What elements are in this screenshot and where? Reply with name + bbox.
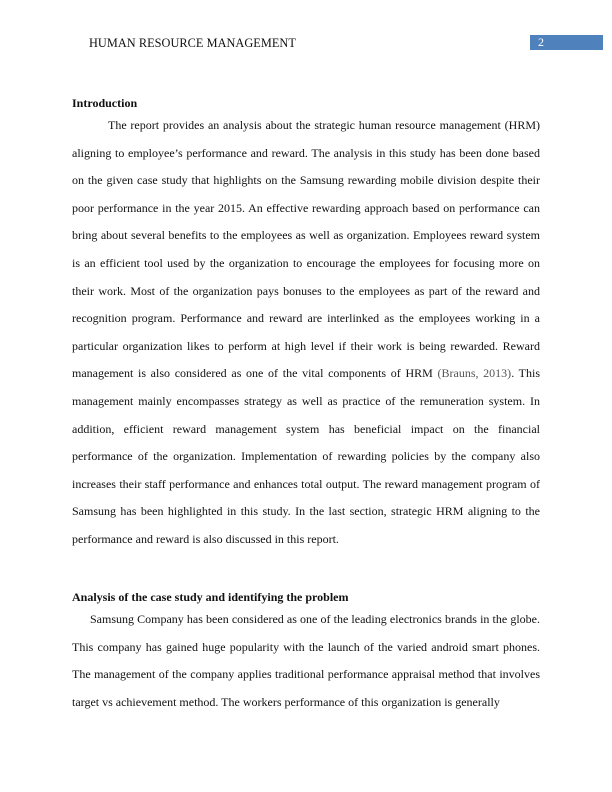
page-number-badge: 2 — [530, 35, 603, 50]
introduction-paragraph — [72, 112, 540, 554]
intro-text-part-2: . This management mainly encompasses strategy as well as practice of the remuneration system. In addition, efficient reward management system has beneficial impact on the financial performance of the organization. Implementation of rewarding policies by the company also increases their staff performance and enhances total output. The reward management program of Samsung has been highlighted in this study. In the last section, strategic HRM aligning to the performance and reward is also discussed in this report. — [72, 366, 540, 546]
running-header-title: HUMAN RESOURCE MANAGEMENT — [89, 36, 296, 50]
intro-text-part-1: The report provides an analysis about the strategic human resource management (HRM) aligning to employee’s performance and reward. The analysis in this study has been done based on the given case study that highlights on the Samsung rewarding mobile division despite their poor performance in the year 2015. An effective rewarding approach based on performance can bring about several benefits to the employees as well as organization. Employees reward system is an efficient tool used by the organization to encourage the employees for focusing more on their work. Most of the organization pays bonuses to the employees as part of the reward and recognition program. Performance and reward are interlinked as the employees working in a particular organization likes to perform at high level if their work is being rewarded. Reward management is also considered as one of the vital components of HRM — [72, 118, 540, 381]
section-heading-analysis: Analysis of the case study and identifying the problem — [72, 590, 349, 604]
analysis-paragraph: Samsung Company has been considered as one of the leading electronics brands in the globe. This company has gained huge popularity with the launch of the varied android smart phones. The management of the company applies traditional performance appraisal method that involves target vs achievement method. The workers performance of this organization is generally — [72, 612, 540, 709]
section-heading-introduction: Introduction — [72, 96, 138, 110]
citation-brauns-2013: (Brauns, 2013) — [437, 366, 512, 381]
